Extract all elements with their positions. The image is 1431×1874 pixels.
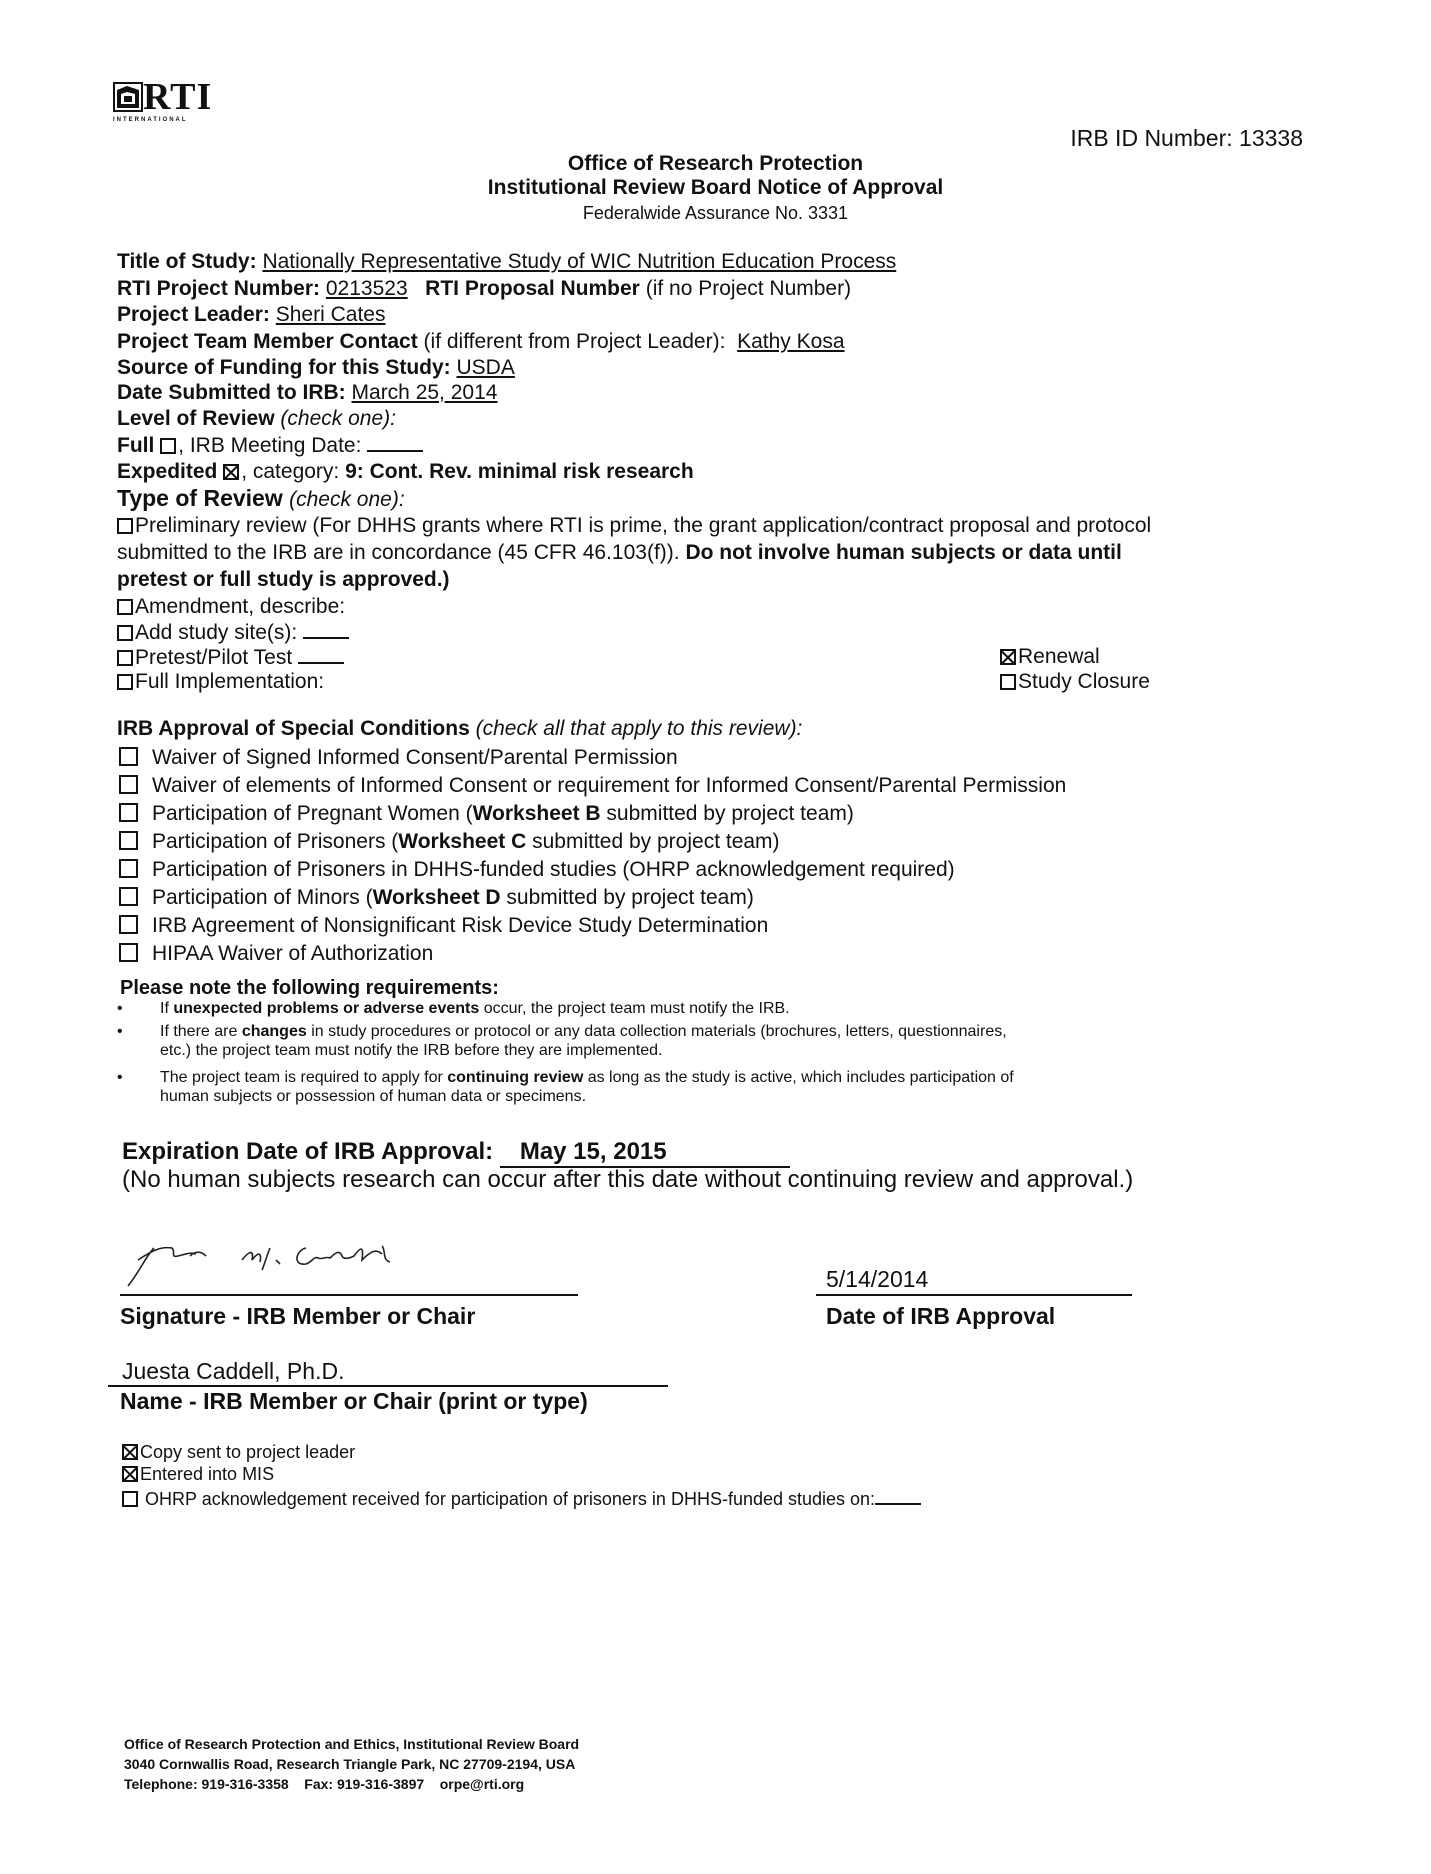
amendment-row bbox=[117, 594, 345, 620]
special-condition-checkbox[interactable] bbox=[119, 775, 138, 794]
special-conditions-hint: (check all that apply to this review): bbox=[475, 717, 803, 740]
approval-date-value: 5/14/2014 bbox=[826, 1266, 929, 1292]
preliminary-review-row bbox=[117, 513, 1151, 539]
special-conditions-label: IRB Approval of Special Conditions bbox=[117, 717, 470, 740]
study-closure-label: Study Closure bbox=[1018, 670, 1150, 693]
date-submitted-value: March 25, 2014 bbox=[351, 381, 498, 404]
ohrp-date-blank bbox=[875, 1485, 921, 1505]
header-office: Office of Research Protection bbox=[567, 152, 864, 175]
list-item: Participation of Minors (Worksheet D submitted by project team) bbox=[119, 884, 1066, 912]
level-of-review-heading bbox=[117, 406, 396, 432]
footer-phone-row bbox=[124, 1774, 579, 1794]
type-of-review-heading bbox=[117, 485, 405, 513]
study-closure-row bbox=[1000, 669, 1150, 695]
signature-label: Signature - IRB Member or Chair bbox=[120, 1303, 476, 1329]
name-line bbox=[108, 1385, 668, 1387]
signature-line bbox=[120, 1294, 578, 1296]
requirement-item: • If there are changes in study procedures or protocol or any data collection materials (brochures, letters, questionnaires, etc.) the project team must notify the IRB before they are implemented. bbox=[117, 1023, 1007, 1059]
special-condition-checkbox[interactable] bbox=[119, 887, 138, 906]
list-item: Waiver of Signed Informed Consent/Parental Permission bbox=[119, 744, 1066, 772]
meeting-date-blank bbox=[367, 432, 423, 452]
funding-row bbox=[117, 355, 515, 381]
expedited-category-label: , category: bbox=[241, 460, 340, 483]
add-site-checkbox[interactable] bbox=[117, 625, 133, 641]
bullet-icon: • bbox=[117, 1023, 123, 1040]
expiration-note: (No human subjects research can occur after this date without continuing review and approval.) bbox=[122, 1166, 1134, 1193]
full-review-label: Full bbox=[117, 434, 155, 457]
name-label: Name - IRB Member or Chair (print or type) bbox=[120, 1388, 588, 1414]
expiration-label: Expiration Date of IRB Approval: bbox=[122, 1138, 494, 1165]
logo-subtext: INTERNATIONAL bbox=[113, 117, 188, 123]
list-item: Participation of Pregnant Women (Worksheet B submitted by project team) bbox=[119, 800, 1066, 828]
preliminary-review-text: Preliminary review (For DHHS grants where RTI is prime, the grant application/contract proposal and protocol bbox=[135, 514, 1152, 537]
funding-value: USDA bbox=[456, 356, 515, 379]
type-of-review-hint: (check one): bbox=[289, 488, 405, 511]
list-item: HIPAA Waiver of Authorization bbox=[119, 940, 1066, 968]
proposal-number-label: RTI Proposal Number bbox=[425, 277, 640, 300]
requirement-item: • The project team is required to apply for continuing review as long as the study is active, which includes participation of human subjects or possession of human data or specimens. bbox=[117, 1069, 1014, 1105]
preliminary-review-text2: submitted to the IRB are in concordance (45 CFR 46.103(f)). bbox=[117, 541, 680, 564]
funding-label: Source of Funding for this Study: bbox=[117, 356, 451, 379]
study-title-value: Nationally Representative Study of WIC Nutrition Education Process bbox=[262, 250, 897, 273]
special-condition-checkbox[interactable] bbox=[119, 831, 138, 850]
full-review-checkbox[interactable] bbox=[160, 438, 176, 454]
bullet-icon: • bbox=[117, 1069, 123, 1086]
special-conditions-list bbox=[119, 744, 1066, 968]
expedited-review-row bbox=[117, 459, 694, 485]
type-of-review-label: Type of Review bbox=[117, 485, 283, 511]
level-of-review-hint: (check one): bbox=[280, 407, 396, 430]
project-leader-value: Sheri Cates bbox=[275, 303, 386, 326]
preliminary-review-line2 bbox=[117, 540, 1122, 566]
pretest-label: Pretest/Pilot Test bbox=[135, 646, 293, 669]
full-review-meeting-label: , IRB Meeting Date: bbox=[178, 434, 362, 457]
handwritten-signature bbox=[120, 1226, 440, 1290]
rti-logo-mark-icon bbox=[113, 82, 143, 112]
bullet-icon: • bbox=[117, 1000, 123, 1017]
header-notice-title: Institutional Review Board Notice of Approval bbox=[487, 176, 944, 199]
requirement-item: • If unexpected problems or adverse events occur, the project team must notify the IRB. bbox=[117, 1000, 790, 1017]
study-title-label: Title of Study: bbox=[117, 250, 257, 273]
project-number-label: RTI Project Number: bbox=[117, 277, 321, 300]
study-closure-checkbox[interactable] bbox=[1000, 674, 1016, 690]
level-of-review-label: Level of Review bbox=[117, 407, 275, 430]
add-site-row bbox=[117, 619, 349, 646]
full-review-row bbox=[117, 432, 423, 459]
footer-office: Office of Research Protection and Ethics, Institutional Review Board bbox=[124, 1736, 580, 1752]
entered-mis-checkbox[interactable] bbox=[122, 1466, 138, 1482]
special-condition-checkbox[interactable] bbox=[119, 803, 138, 822]
project-number-value: 0213523 bbox=[325, 277, 408, 300]
list-item: IRB Agreement of Nonsignificant Risk Device Study Determination bbox=[119, 912, 1066, 940]
list-item: OHRP acknowledgement received for participation of prisoners in DHHS-funded studies on: bbox=[122, 1485, 921, 1510]
project-number-row bbox=[117, 276, 851, 302]
preliminary-review-warning: Do not involve human subjects or data until bbox=[685, 541, 1122, 564]
expiration-row bbox=[122, 1138, 790, 1168]
list-item: Participation of Prisoners (Worksheet C submitted by project team) bbox=[119, 828, 1066, 856]
special-condition-checkbox[interactable] bbox=[119, 943, 138, 962]
list-item: Copy sent to project leader bbox=[122, 1441, 921, 1463]
team-contact-row bbox=[117, 329, 845, 355]
full-implementation-checkbox[interactable] bbox=[117, 674, 133, 690]
expedited-category-value: 9: Cont. Rev. minimal risk research bbox=[345, 460, 694, 483]
admin-checklist bbox=[122, 1441, 921, 1510]
list-item: Entered into MIS bbox=[122, 1463, 921, 1485]
team-contact-value: Kathy Kosa bbox=[737, 330, 845, 353]
renewal-row bbox=[1000, 644, 1100, 670]
rti-logo bbox=[113, 76, 213, 123]
preliminary-review-line3 bbox=[117, 567, 450, 593]
approval-date-line bbox=[816, 1294, 1132, 1296]
pretest-blank bbox=[298, 644, 344, 664]
irb-id-number: IRB ID Number: 13338 bbox=[1070, 125, 1303, 151]
special-condition-checkbox[interactable] bbox=[119, 859, 138, 878]
list-item: Participation of Prisoners in DHHS-funded studies (OHRP acknowledgement required) bbox=[119, 856, 1066, 884]
proposal-number-note: (if no Project Number) bbox=[645, 277, 852, 300]
date-submitted-row bbox=[117, 380, 497, 406]
project-leader-row bbox=[117, 302, 385, 328]
renewal-checkbox[interactable] bbox=[1000, 649, 1016, 665]
footer-fax: Fax: 919-316-3897 bbox=[304, 1776, 425, 1792]
requirements-heading: Please note the following requirements: bbox=[120, 977, 499, 999]
full-implementation-row bbox=[117, 669, 324, 695]
footer-phone: Telephone: 919-316-3358 bbox=[124, 1776, 289, 1792]
special-condition-checkbox[interactable] bbox=[119, 915, 138, 934]
ohrp-checkbox[interactable] bbox=[122, 1491, 138, 1507]
special-conditions-heading bbox=[117, 716, 802, 742]
approval-date-label: Date of IRB Approval bbox=[826, 1303, 1056, 1329]
add-site-label: Add study site(s): bbox=[135, 621, 298, 644]
expiration-date: May 15, 2015 bbox=[500, 1138, 790, 1168]
pretest-checkbox[interactable] bbox=[117, 650, 133, 666]
amendment-checkbox[interactable] bbox=[117, 599, 133, 615]
expedited-label: Expedited bbox=[117, 460, 218, 483]
irb-chair-name: Juesta Caddell, Ph.D. bbox=[122, 1358, 345, 1384]
amendment-label: Amendment, describe: bbox=[135, 595, 346, 618]
footer-address: 3040 Cornwallis Road, Research Triangle Park, NC 27709-2194, USA bbox=[124, 1756, 576, 1772]
header-assurance: Federalwide Assurance No. 3331 bbox=[582, 203, 849, 223]
expedited-checkbox[interactable] bbox=[223, 464, 239, 480]
team-contact-note: (if different from Project Leader): bbox=[423, 330, 726, 353]
logo-text: RTI bbox=[143, 76, 213, 118]
date-submitted-label: Date Submitted to IRB: bbox=[117, 381, 346, 404]
pretest-row bbox=[117, 644, 344, 671]
renewal-label: Renewal bbox=[1018, 645, 1100, 668]
copy-sent-checkbox[interactable] bbox=[122, 1444, 138, 1460]
special-condition-checkbox[interactable] bbox=[119, 747, 138, 766]
project-leader-label: Project Leader: bbox=[117, 303, 270, 326]
add-site-blank bbox=[303, 619, 349, 639]
preliminary-review-warning2: pretest or full study is approved.) bbox=[117, 568, 450, 591]
footer-email[interactable]: orpe@rti.org bbox=[439, 1776, 525, 1792]
team-contact-label: Project Team Member Contact bbox=[117, 330, 418, 353]
study-title-row bbox=[117, 249, 896, 275]
list-item: Waiver of elements of Informed Consent or requirement for Informed Consent/Parental Permission bbox=[119, 772, 1066, 800]
footer-contact bbox=[124, 1734, 579, 1794]
preliminary-review-checkbox[interactable] bbox=[117, 518, 133, 534]
full-implementation-label: Full Implementation: bbox=[135, 670, 325, 693]
